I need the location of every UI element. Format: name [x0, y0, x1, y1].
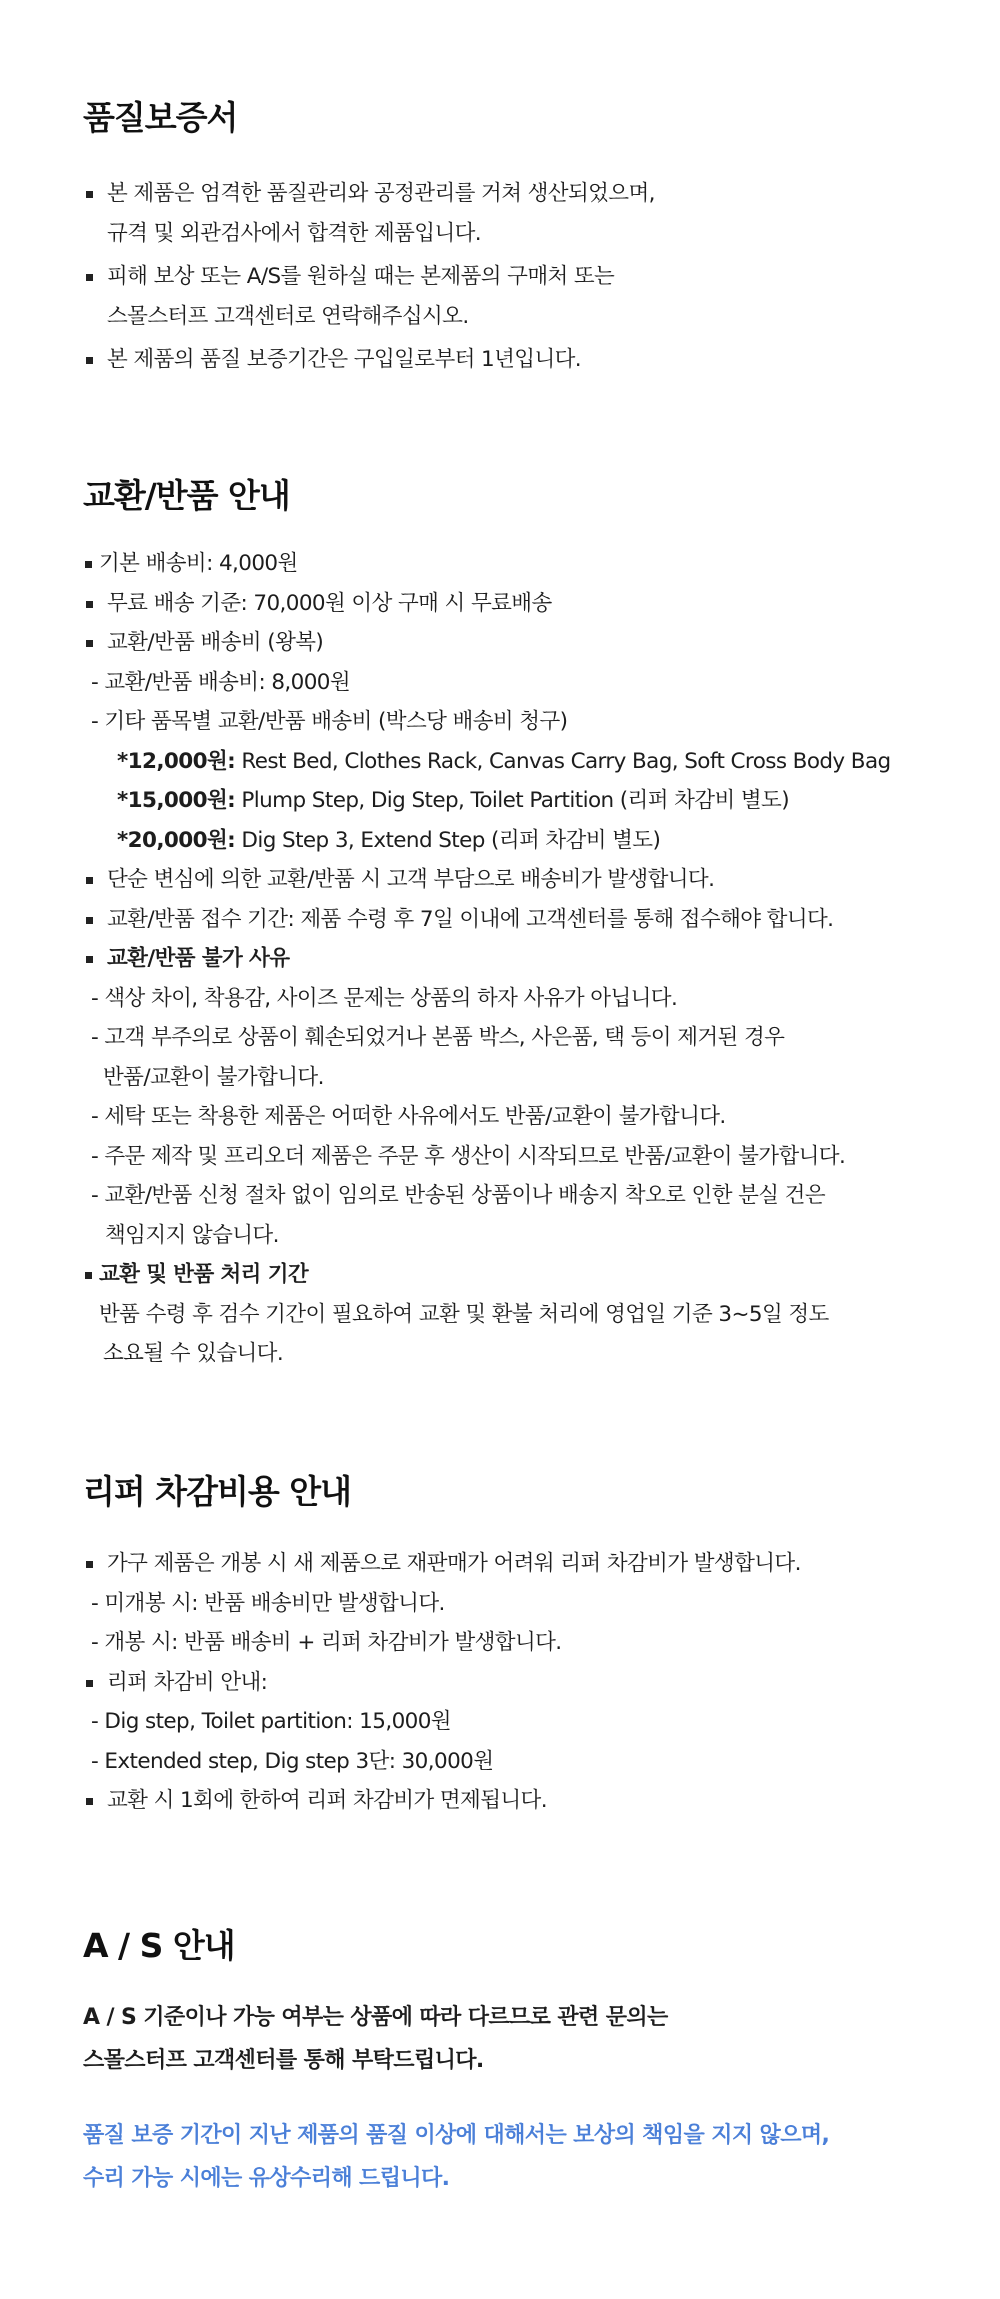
warranty-item: 피해 보상 또는 A/S를 원하실 때는 본제품의 구매처 또는 — [83, 257, 963, 297]
warranty-section — [83, 96, 963, 380]
refurb-item: 가구 제품은 개봉 시 새 제품으로 재판매가 어려워 리퍼 차감비가 발생합니다. — [83, 1544, 963, 1584]
refurb-title: 리퍼 차감비용 안내 — [83, 1472, 352, 1511]
exchange-item: 교환/반품 접수 기간: 제품 수령 후 7일 이내에 고객센터를 통해 접수해야 합니다. — [83, 900, 963, 940]
warranty-item-cont: 규격 및 외관검사에서 합격한 제품입니다. — [107, 220, 482, 246]
exchange-subitem: - 교환/반품 배송비: 8,000원 — [91, 669, 351, 695]
as-text-line: A / S 기준이나 가능 여부는 상품에 따라 다르므로 관련 문의는 — [83, 2005, 668, 2030]
warranty-item: 본 제품의 품질 보증기간은 구입일로부터 1년입니다. — [83, 340, 963, 380]
fee-row — [83, 781, 963, 821]
exchange-item: 기본 배송비: 4,000원 — [83, 544, 963, 584]
warranty-title: 품질보증서 — [83, 98, 238, 137]
as-text-line: 스몰스터프 고객센터를 통해 부탁드립니다. — [83, 2048, 484, 2073]
exchange-subitem: - 기타 품목별 교환/반품 배송비 (박스당 배송비 청구) — [91, 709, 568, 734]
as-notice-line: 수리 가능 시에는 유상수리해 드립니다. — [83, 2166, 450, 2191]
exchange-title: 교환/반품 안내 — [83, 476, 290, 515]
fee-price: *20,000원: — [117, 827, 236, 853]
refurb-subitem: - Extended step, Dig step 3단: 30,000원 — [91, 1748, 494, 1774]
exchange-subitem: - 고객 부주의로 상품이 훼손되었거나 본품 박스, 사은품, 택 등이 제거된 경우 — [91, 1025, 785, 1050]
refurb-subitem: - 미개봉 시: 반품 배송비만 발생합니다. — [91, 1590, 445, 1616]
exchange-item: 교환/반품 배송비 (왕복) — [83, 623, 963, 663]
fee-items: Rest Bed, Clothes Rack, Canvas Carry Bag, Soft Cross Body Bag — [241, 748, 891, 774]
as-section — [83, 1924, 963, 2200]
exchange-item-heading: 교환 및 반품 처리 기간 — [83, 1255, 963, 1295]
fee-row — [83, 742, 963, 782]
warranty-item-cont: 스몰스터프 고객센터로 연락해주십시오. — [107, 303, 469, 329]
exchange-subitem-cont: 책임지지 않습니다. — [105, 1222, 279, 1248]
exchange-subitem: - 주문 제작 및 프리오더 제품은 주문 후 생산이 시작되므로 반품/교환이 불가합니다. — [91, 1143, 846, 1169]
warranty-item: 본 제품은 엄격한 품질관리와 공정관리를 거쳐 생산되었으며, — [83, 174, 963, 214]
exchange-item-heading: 교환/반품 불가 사유 — [83, 939, 963, 979]
fee-price: *15,000원: — [117, 788, 236, 813]
refurb-section — [83, 1470, 963, 1821]
exchange-subitem-cont: 소요될 수 있습니다. — [103, 1341, 284, 1366]
exchange-item: 무료 배송 기준: 70,000원 이상 구매 시 무료배송 — [83, 584, 963, 624]
fee-price: *12,000원: — [117, 748, 236, 774]
refurb-item: 교환 시 1회에 한하여 리퍼 차감비가 면제됩니다. — [83, 1781, 963, 1821]
exchange-subitem: - 교환/반품 신청 절차 없이 임의로 반송된 상품이나 배송지 착오로 인한 분실 건은 — [91, 1183, 826, 1208]
refurb-item: 리퍼 차감비 안내: — [83, 1663, 963, 1703]
fee-items: Dig Step 3, Extend Step (리퍼 차감비 별도) — [241, 827, 661, 853]
refurb-subitem: - 개봉 시: 반품 배송비 + 리퍼 차감비가 발생합니다. — [91, 1630, 562, 1655]
exchange-subitem-cont: 반품/교환이 불가합니다. — [103, 1064, 324, 1090]
exchange-subitem-cont: 반품 수령 후 검수 기간이 필요하여 교환 및 환불 처리에 영업일 기준 3~5일 정도 — [99, 1301, 829, 1327]
exchange-subitem: - 색상 차이, 착용감, 사이즈 문제는 상품의 하자 사유가 아닙니다. — [91, 985, 678, 1011]
exchange-item: 단순 변심에 의한 교환/반품 시 고객 부담으로 배송비가 발생합니다. — [83, 860, 963, 900]
fee-row — [83, 821, 963, 861]
as-notice-line: 품질 보증 기간이 지난 제품의 품질 이상에 대해서는 보상의 책임을 지지 않으며, — [83, 2123, 830, 2148]
exchange-subitem: - 세탁 또는 착용한 제품은 어떠한 사유에서도 반품/교환이 불가합니다. — [91, 1104, 726, 1129]
exchange-section — [83, 474, 963, 1374]
fee-items: Plump Step, Dig Step, Toilet Partition (리퍼 차감비 별도) — [241, 788, 790, 813]
as-title: A / S 안내 — [83, 1926, 235, 1965]
refurb-subitem: - Dig step, Toilet partition: 15,000원 — [91, 1709, 451, 1734]
